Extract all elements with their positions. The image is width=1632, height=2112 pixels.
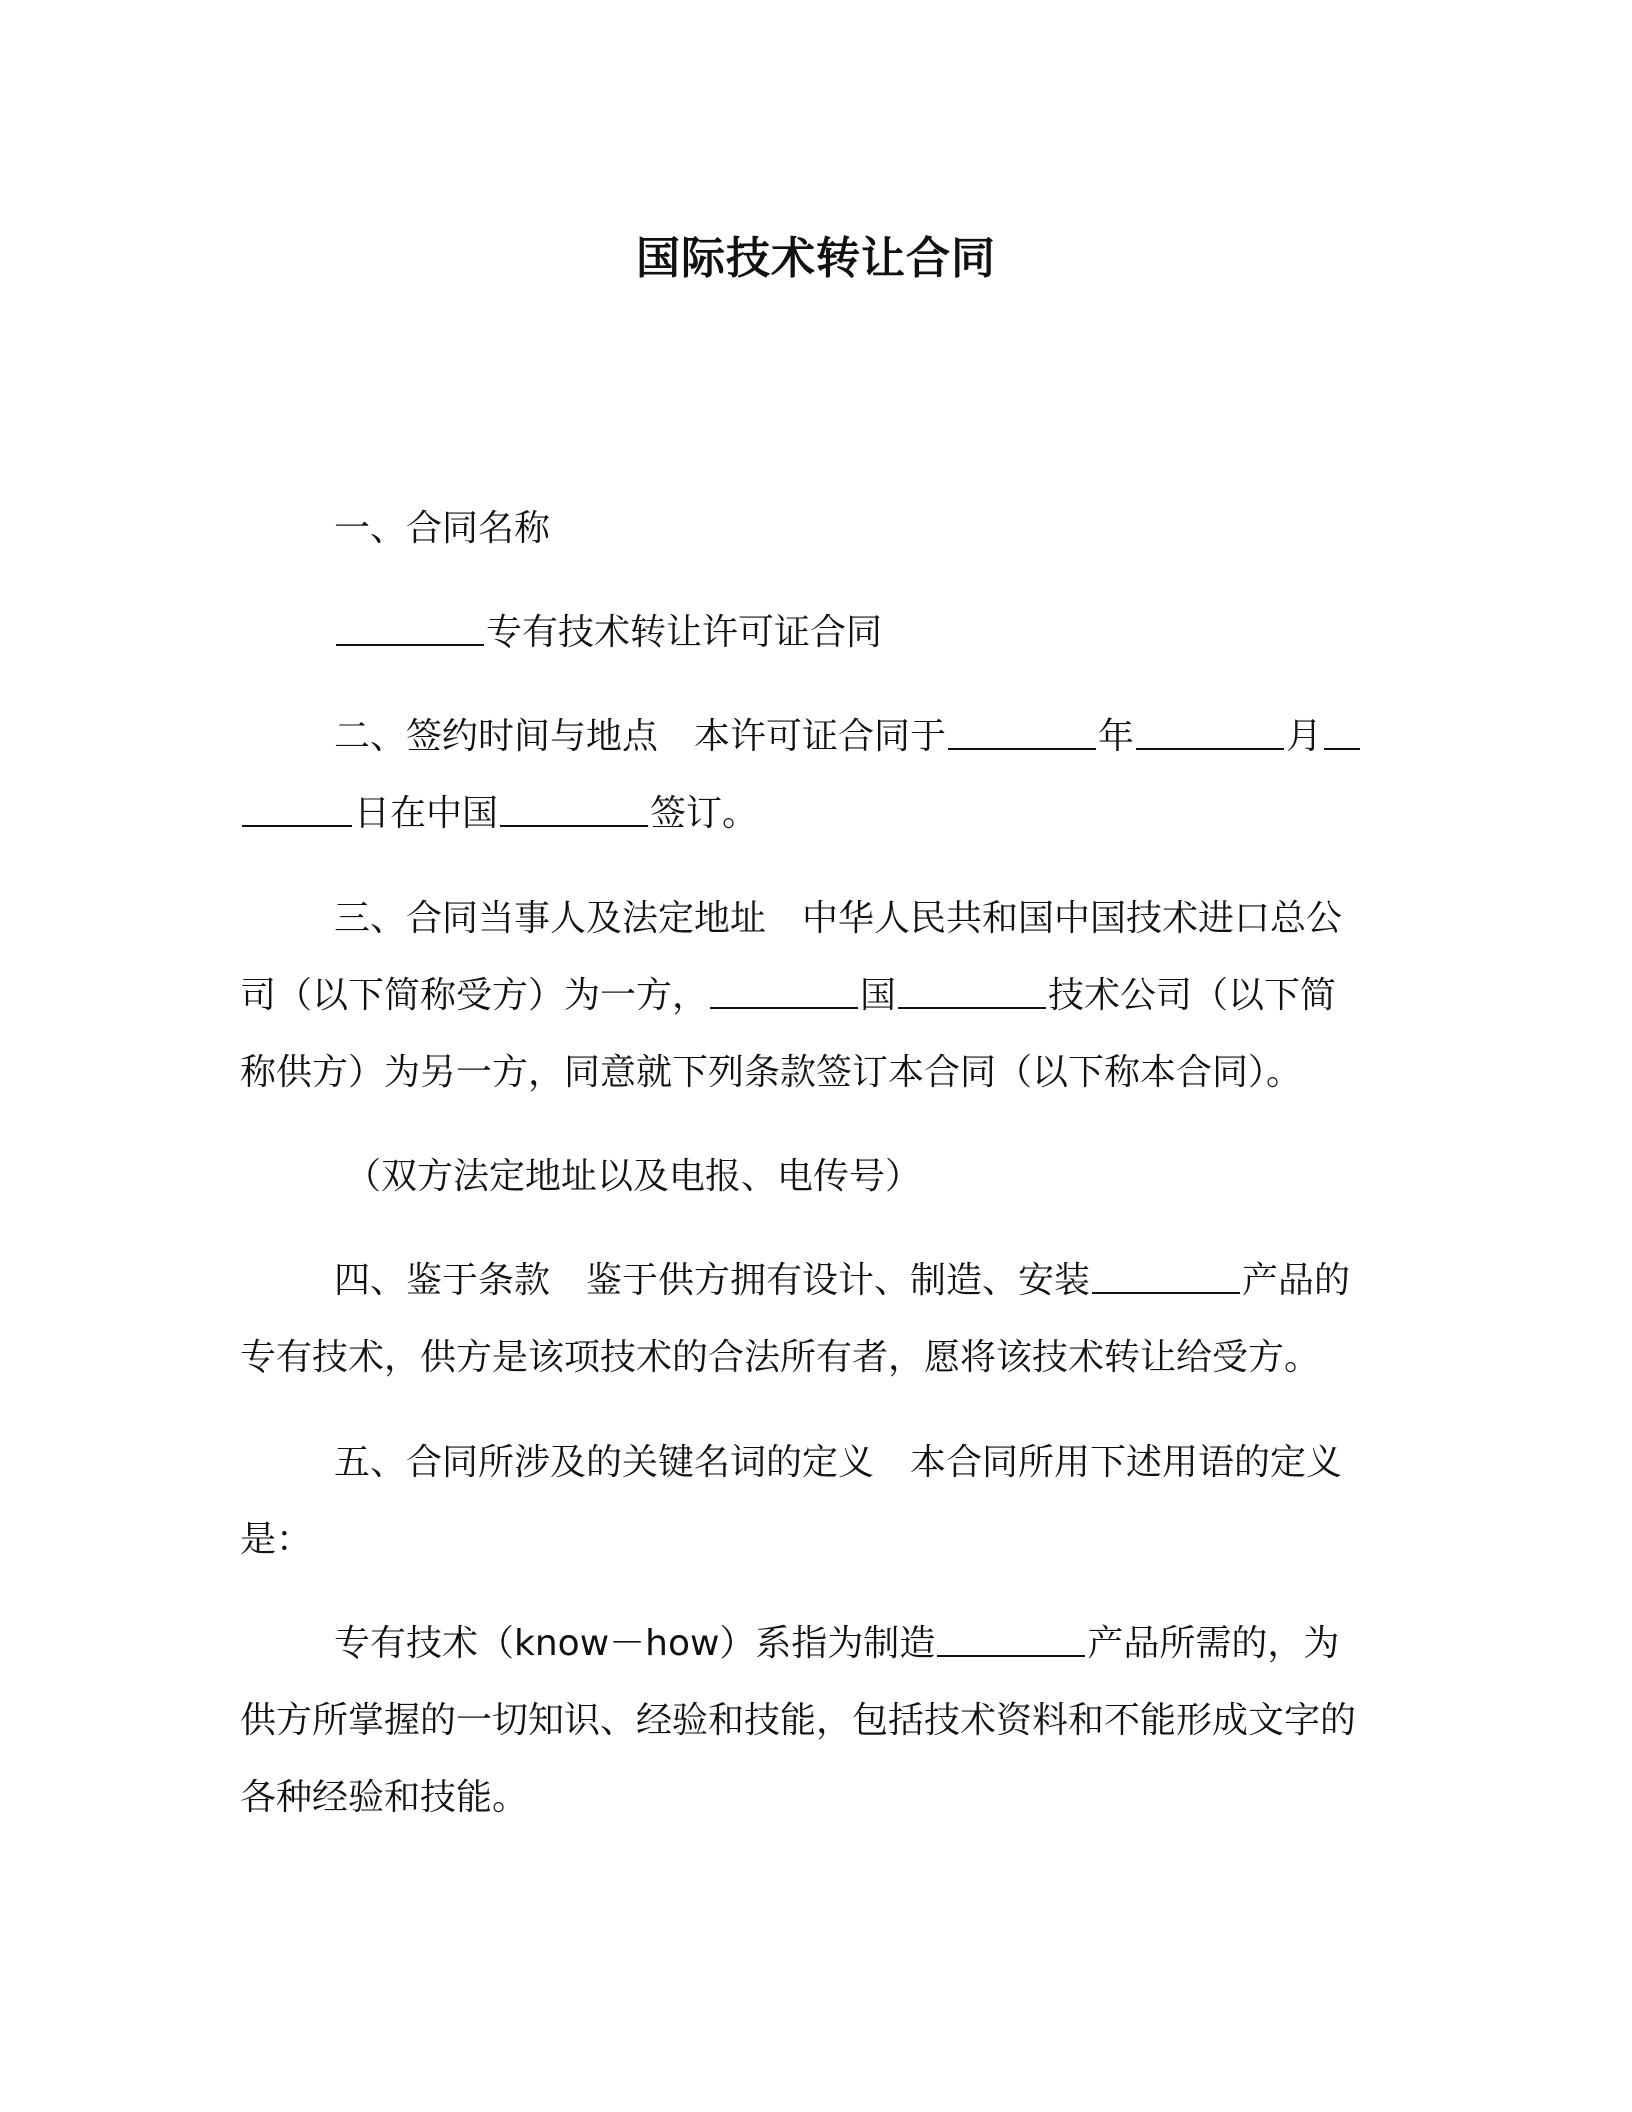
section-2-paragraph	[240, 698, 1370, 852]
section-5-heading-text: 五、合同所涉及的关键名词的定义	[334, 1442, 875, 1483]
section-5-definition	[240, 1605, 1370, 1836]
section-5-paragraph	[240, 1424, 1370, 1578]
place-blank	[500, 787, 648, 827]
year-blank	[948, 710, 1096, 750]
month-label: 月	[1286, 716, 1323, 757]
definition-text-a: 专有技术（know－how）系指为制造	[334, 1623, 936, 1664]
day-blank-start	[1324, 710, 1360, 750]
manufacture-product-blank	[937, 1617, 1085, 1657]
product-blank	[1092, 1254, 1240, 1294]
section-5-text: 本合同所用下述用语的定义是：	[240, 1442, 1343, 1560]
document-title: 国际技术转让合同	[636, 233, 996, 284]
section-4-paragraph	[240, 1242, 1370, 1396]
day-blank-end	[242, 787, 352, 827]
country-blank	[710, 969, 858, 1009]
definition-text-b: 产品所需的，为供方所掌握的一切知识、经验和技能，包括技术资料和不能形成文字的各种经验和技能。	[240, 1623, 1357, 1818]
contract-name-blank	[336, 606, 484, 646]
section-3-text-a: 中华人民共和国中国技术进口总公司（以下简称受方）为一方，	[240, 898, 1343, 1016]
section-3-text-b: 技术公司（以下简称供方）为另一方，同意就下列条款签订本合同（以下称本合同）。	[240, 975, 1337, 1093]
section-4-text-a: 鉴于供方拥有设计、制造、安装	[586, 1260, 1091, 1301]
section-2-heading-text: 二、签约时间与地点	[334, 716, 659, 757]
section-1-body-text: 专有技术转让许可证合同	[486, 612, 883, 653]
section-3-paragraph	[240, 880, 1370, 1111]
year-label: 年	[1098, 716, 1135, 757]
country-label: 国	[860, 975, 897, 1016]
section-3-heading-text: 三、合同当事人及法定地址	[334, 898, 767, 939]
section-2-text-a: 本许可证合同于	[694, 716, 947, 757]
section-1-heading	[240, 490, 1370, 567]
section-1-body	[240, 594, 1370, 671]
day-label: 日在中国	[354, 793, 499, 834]
section-4-text-b: 产品的专有技术，供方是该项技术的合法所有者，愿将该技术转让给受方。	[240, 1260, 1351, 1378]
section-3-note	[240, 1138, 1370, 1215]
document-body	[240, 490, 1370, 1836]
section-1-heading-text: 一、合同名称	[334, 508, 551, 549]
month-blank	[1136, 710, 1284, 750]
company-blank	[898, 969, 1046, 1009]
section-4-heading-text: 四、鉴于条款	[334, 1260, 551, 1301]
section-3-note-text: （双方法定地址以及电报、电传号）	[345, 1156, 922, 1197]
signed-label: 签订。	[650, 793, 759, 834]
